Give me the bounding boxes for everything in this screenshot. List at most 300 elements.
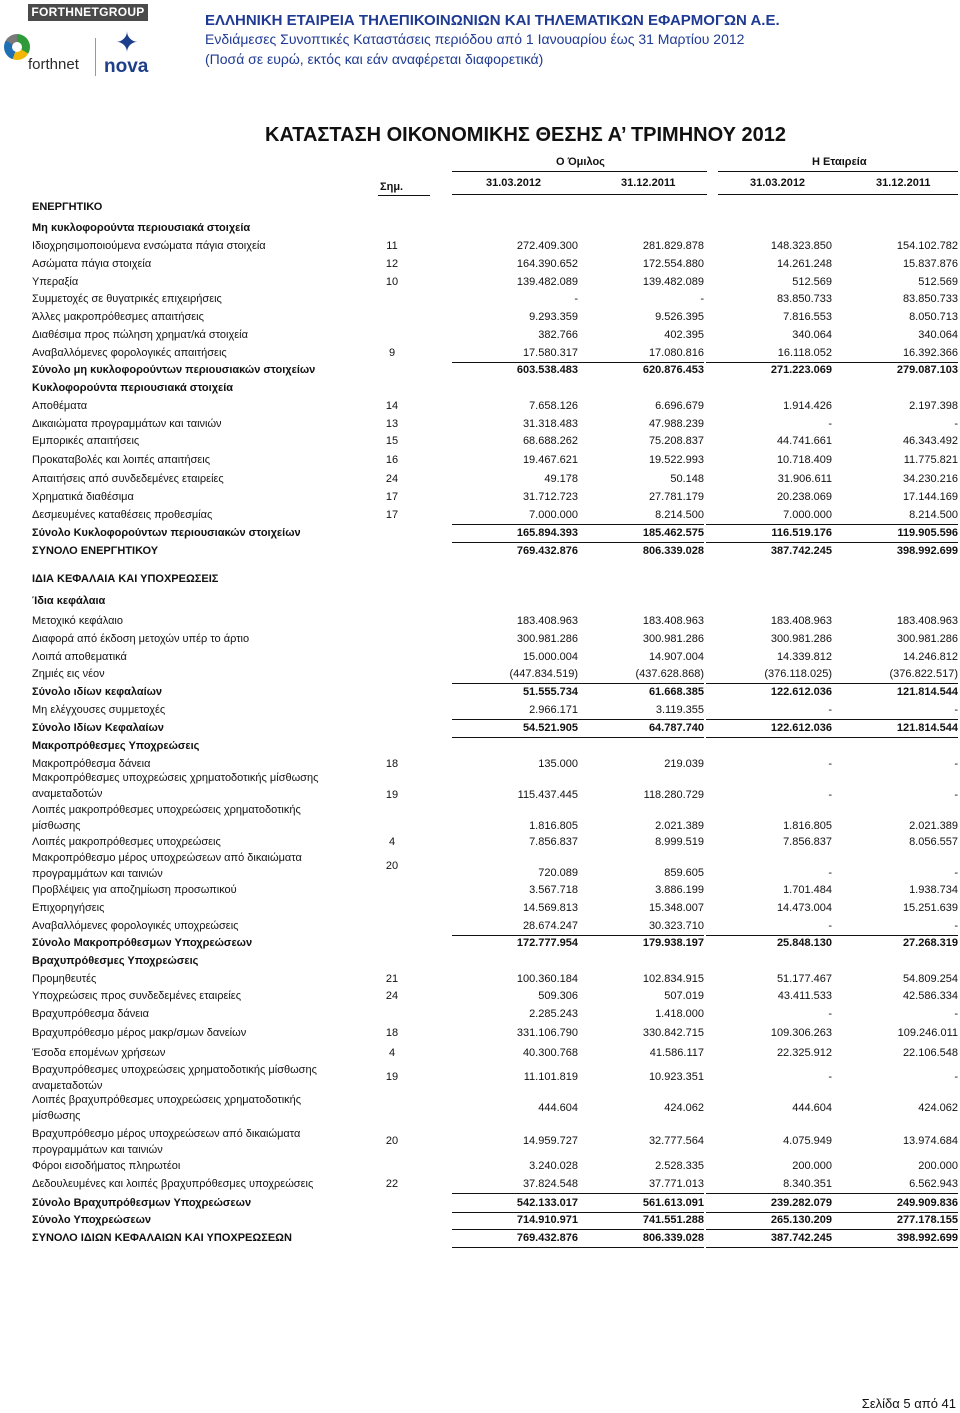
row-note: 4 (388, 1047, 396, 1059)
row-note: 22 (385, 1178, 399, 1190)
table-row (0, 400, 960, 416)
row-value: 1.816.805 (783, 820, 832, 832)
row-value: 165.894.393 (516, 527, 578, 539)
row-label: Βραχυπρόθεσμο μέρος υποχρεώσεων από δικαιώματα (32, 1128, 301, 1140)
row-value: 300.981.286 (896, 633, 958, 645)
row-value: 121.814.544 (896, 722, 958, 734)
row-value: 164.390.652 (516, 258, 578, 270)
row-value: 424.062 (918, 1102, 958, 1114)
row-value: 54.521.905 (522, 722, 578, 734)
table-row (0, 704, 960, 720)
row-value: 387.742.245 (770, 545, 832, 557)
table-row (0, 595, 960, 611)
date-heading-rule-group (452, 194, 707, 195)
row-value: 2.528.335 (655, 1160, 704, 1172)
row-underline (452, 1212, 578, 1213)
row-value: 42.586.334 (902, 990, 958, 1002)
row-value: - (954, 418, 958, 430)
row-label: Αποθέματα (32, 400, 88, 412)
row-label: Σύνολο Βραχυπρόθεσμων Υποχρεώσεων (32, 1197, 252, 1209)
row-value: 32.777.564 (648, 1135, 704, 1147)
row-value: 8.050.713 (909, 311, 958, 323)
row-underline (832, 683, 958, 684)
row-value: - (828, 418, 832, 430)
row-value: 37.824.548 (522, 1178, 578, 1190)
row-value: 331.106.790 (516, 1027, 578, 1039)
table-row (0, 836, 960, 852)
row-value: 179.938.197 (642, 937, 704, 949)
row-underline (578, 524, 704, 525)
row-value: 769.432.876 (516, 1232, 578, 1244)
row-value: 28.674.247 (522, 920, 578, 932)
row-value: - (828, 867, 832, 879)
col-date-4: 31.12.2011 (876, 177, 931, 189)
row-value: 139.482.089 (516, 276, 578, 288)
row-note: 18 (385, 758, 399, 770)
group-column-heading: Ο Όμιλος (556, 156, 605, 168)
row-value: 16.392.366 (902, 347, 958, 359)
row-label: Υποχρεώσεις προς συνδεδεμένες εταιρείες (32, 990, 241, 1002)
row-value: 34.230.216 (902, 473, 958, 485)
group-heading-rule (452, 171, 707, 172)
note-column-heading: Σημ. (380, 181, 404, 193)
row-value: 135.000 (538, 758, 578, 770)
row-value: 806.339.028 (642, 1232, 704, 1244)
row-value: - (828, 789, 832, 801)
row-value: 31.906.611 (777, 473, 832, 485)
row-value: 11.775.821 (903, 454, 958, 466)
row-label: ΣΥΝΟΛΟ ΙΔΙΩΝ ΚΕΦΑΛΑΙΩΝ ΚΑΙ ΥΠΟΧΡΕΩΣΕΩΝ (32, 1232, 292, 1244)
row-value: 200.000 (792, 1160, 832, 1172)
row-value: - (574, 293, 578, 305)
row-value: 27.781.179 (648, 491, 704, 503)
row-value: - (954, 867, 958, 879)
row-value: 122.612.036 (770, 686, 832, 698)
row-value: 148.323.850 (770, 240, 832, 252)
row-label: Χρηματικά διαθέσιμα (32, 491, 134, 503)
row-label: Σύνολο Υποχρεώσεων (32, 1214, 151, 1226)
row-value: 51.555.734 (522, 686, 578, 698)
row-value: 183.408.963 (516, 615, 578, 627)
row-label-continued: αναμεταδοτών (32, 788, 103, 800)
row-label: Μακροπρόθεσμα δάνεια (32, 758, 151, 770)
row-underline (706, 524, 832, 525)
row-label: Υπεραξία (32, 276, 79, 288)
row-value: (376.118.025) (764, 668, 832, 680)
row-value: 512.569 (918, 276, 958, 288)
row-value: 61.668.385 (648, 686, 704, 698)
table-row (0, 852, 960, 880)
row-underline (452, 524, 578, 525)
row-value: 172.777.954 (516, 937, 578, 949)
company-heading-rule (718, 171, 958, 172)
row-value: 398.992.699 (896, 1232, 958, 1244)
row-label: Εμπορικές απαιτήσεις (32, 435, 140, 447)
statement-title: ΚΑΤΑΣΤΑΣΗ ΟΙΚΟΝΟΜΙΚΗΣ ΘΕΣΗΣ Α’ ΤΡΙΜΗΝΟΥ 2012 (265, 124, 786, 146)
row-value: 271.223.069 (770, 364, 832, 376)
row-note: 15 (385, 435, 399, 447)
row-value: 15.837.876 (902, 258, 958, 270)
row-value: 17.144.169 (902, 491, 958, 503)
row-value: 9.293.359 (529, 311, 578, 323)
row-value: 444.604 (792, 1102, 832, 1114)
row-label: ΕΝΕΡΓΗΤΙΚΟ (32, 201, 103, 213)
row-value: 44.741.661 (776, 435, 832, 447)
row-value: 769.432.876 (516, 545, 578, 557)
row-underline (452, 1247, 578, 1248)
row-value: - (954, 1008, 958, 1020)
row-label: Ίδια κεφάλαια (32, 595, 106, 607)
row-label: ΙΔΙΑ ΚΕΦΑΛΑΙΑ ΚΑΙ ΥΠΟΧΡΕΩΣΕΙΣ (32, 573, 219, 585)
table-row (0, 293, 960, 309)
row-label: Ζημιές εις νέον (32, 668, 105, 680)
row-value: 27.268.319 (902, 937, 958, 949)
row-value: 620.876.453 (642, 364, 704, 376)
row-value: 4.075.949 (783, 1135, 832, 1147)
row-label: Μετοχικό κεφάλαιο (32, 615, 123, 627)
table-row (0, 509, 960, 525)
row-label-continued: αναμεταδοτών (32, 1080, 103, 1092)
table-row (0, 668, 960, 684)
row-underline (578, 1193, 704, 1194)
currency-note: (Ποσά σε ευρώ, εκτός και εάν αναφέρεται διαφορετικά) (205, 51, 544, 67)
row-value: 265.130.209 (770, 1214, 832, 1226)
row-label: Βραχυπρόθεσμες υποχρεώσεις χρηματοδοτικής μίσθωσης (32, 1064, 317, 1076)
row-underline (706, 719, 832, 720)
row-value: 183.408.963 (770, 615, 832, 627)
table-row (0, 1214, 960, 1230)
row-value: - (954, 1071, 958, 1083)
row-value: 2.966.171 (529, 704, 578, 716)
row-underline (706, 1247, 832, 1248)
row-value: 139.482.089 (642, 276, 704, 288)
row-value: 402.395 (664, 329, 704, 341)
row-value: 109.246.011 (897, 1027, 958, 1039)
row-value: 116.519.176 (771, 527, 832, 539)
row-value: 119.905.596 (897, 527, 958, 539)
row-note: 11 (386, 240, 398, 252)
row-label: Μακροπρόθεσμες Υποχρεώσεις (32, 740, 200, 752)
row-value: 10.923.351 (648, 1071, 704, 1083)
row-value: 398.992.699 (896, 545, 958, 557)
row-value: 16.118.052 (777, 347, 832, 359)
row-note: 17 (385, 491, 399, 503)
table-row (0, 722, 960, 738)
row-value: 300.981.286 (516, 633, 578, 645)
row-label: Προμηθευτές (32, 973, 97, 985)
row-value: 118.280.729 (643, 789, 704, 801)
row-value: 219.039 (664, 758, 704, 770)
nova-logo-icon: ✦ (115, 27, 139, 58)
col-date-3: 31.03.2012 (750, 177, 806, 189)
row-underline (452, 737, 578, 738)
row-note: 18 (385, 1027, 399, 1039)
table-row (0, 1197, 960, 1213)
table-row (0, 454, 960, 470)
table-row (0, 902, 960, 918)
row-value: 11.101.819 (523, 1071, 578, 1083)
row-value: - (700, 293, 704, 305)
table-row (0, 1232, 960, 1248)
row-value: 7.658.126 (529, 400, 578, 412)
row-label-continued: προγραμμάτων και ταινιών (32, 1144, 163, 1156)
table-row (0, 201, 960, 217)
row-label: Συμμετοχές σε θυγατρικές επιχειρήσεις (32, 293, 222, 305)
row-value: 172.554.880 (642, 258, 704, 270)
row-value: 31.712.723 (522, 491, 578, 503)
row-value: 30.323.710 (648, 920, 704, 932)
date-heading-rule-company (718, 194, 958, 195)
row-value: 22.325.912 (776, 1047, 832, 1059)
row-value: 2.285.243 (529, 1008, 578, 1020)
table-row (0, 633, 960, 649)
row-underline (706, 1193, 832, 1194)
table-row (0, 1027, 960, 1043)
row-underline (832, 1229, 958, 1230)
row-value: 741.551.288 (642, 1214, 704, 1226)
row-label: Σύνολο Κυκλοφορούντων περιουσιακών στοιχείων (32, 527, 301, 539)
row-value: 14.339.812 (776, 651, 832, 663)
table-row (0, 491, 960, 507)
row-value: 382.766 (538, 329, 578, 341)
table-row (0, 364, 960, 380)
table-row (0, 686, 960, 702)
row-value: (437.628.868) (635, 668, 704, 680)
row-underline (832, 1193, 958, 1194)
row-underline (578, 362, 704, 363)
row-label: Διαθέσιμα προς πώληση χρηματ/κά στοιχεία (32, 329, 248, 341)
row-value: 122.612.036 (770, 722, 832, 734)
row-value: 68.688.262 (522, 435, 578, 447)
row-value: 83.850.733 (902, 293, 958, 305)
row-value: 14.959.727 (522, 1135, 578, 1147)
row-label: Προβλέψεις για αποζημίωση προσωπικού (32, 884, 237, 896)
row-value: 2.197.398 (909, 400, 958, 412)
report-period: Ενδιάμεσες Συνοπτικές Καταστάσεις περιόδου από 1 Ιανουαρίου έως 31 Μαρτίου 2012 (205, 31, 745, 47)
page-header (0, 0, 960, 80)
row-note: 4 (388, 836, 396, 848)
row-value: 121.814.544 (896, 686, 958, 698)
row-value: 43.411.533 (777, 990, 832, 1002)
row-value: 603.538.483 (516, 364, 578, 376)
row-note: 24 (385, 473, 399, 485)
row-label-continued: προγραμμάτων και ταινιών (32, 868, 163, 880)
row-value: 83.850.733 (776, 293, 832, 305)
table-row (0, 329, 960, 345)
row-value: 3.567.718 (529, 884, 578, 896)
row-label-continued: μίσθωσης (32, 820, 81, 832)
row-value: 10.718.409 (776, 454, 832, 466)
row-value: - (828, 1071, 832, 1083)
row-note: 14 (385, 400, 399, 412)
row-label: Έσοδα επομένων χρήσεων (32, 1047, 166, 1059)
row-underline (578, 1212, 704, 1213)
row-value: 561.613.091 (642, 1197, 704, 1209)
row-value: 1.914.426 (783, 400, 832, 412)
row-value: 720.089 (538, 867, 578, 879)
row-value: 387.742.245 (770, 1232, 832, 1244)
row-underline (706, 737, 832, 738)
table-row (0, 418, 960, 434)
row-label: Επιχορηγήσεις (32, 902, 105, 914)
row-underline (832, 362, 958, 363)
row-value: 424.062 (664, 1102, 704, 1114)
row-underline (452, 1193, 578, 1194)
table-row (0, 435, 960, 451)
row-value: 7.000.000 (529, 509, 578, 521)
table-row (0, 937, 960, 953)
table-row (0, 772, 960, 801)
row-value: 512.569 (792, 276, 832, 288)
row-value: 17.580.317 (522, 347, 578, 359)
row-value: 47.988.239 (648, 418, 704, 430)
row-value: 64.787.740 (648, 722, 704, 734)
row-value: 1.938.734 (909, 884, 958, 896)
row-value: 542.133.017 (516, 1197, 578, 1209)
row-value: 15.348.007 (648, 902, 704, 914)
row-value: 277.178.155 (896, 1214, 958, 1226)
row-value: 3.240.028 (529, 1160, 578, 1172)
row-value: 115.437.445 (517, 789, 578, 801)
table-row (0, 1008, 960, 1024)
row-label: Απαιτήσεις από συνδεδεμένες εταιρείες (32, 473, 224, 485)
row-value: 15.000.004 (522, 651, 578, 663)
row-value: 17.080.816 (648, 347, 704, 359)
row-note: 19 (385, 1071, 399, 1083)
row-note: 16 (385, 454, 399, 466)
row-underline (706, 362, 832, 363)
row-underline (706, 935, 832, 936)
nova-logo-text: nova (104, 56, 149, 77)
row-value: 20.238.069 (776, 491, 832, 503)
row-value: 25.848.130 (776, 937, 832, 949)
row-value: 300.981.286 (770, 633, 832, 645)
row-value: - (828, 704, 832, 716)
row-value: - (954, 920, 958, 932)
row-value: 9.526.395 (655, 311, 704, 323)
row-underline (452, 1229, 578, 1230)
row-value: - (954, 704, 958, 716)
row-value: 272.409.300 (516, 240, 578, 252)
row-value: 19.522.993 (648, 454, 704, 466)
row-value: 281.829.878 (642, 240, 704, 252)
row-label: Λοιπές μακροπρόθεσμες υποχρεώσεις χρηματοδοτικής (32, 804, 301, 816)
row-note: 17 (385, 509, 399, 521)
table-row (0, 884, 960, 900)
table-row (0, 920, 960, 936)
row-underline (578, 1229, 704, 1230)
row-value: 444.604 (538, 1102, 578, 1114)
row-value: 51.177.467 (776, 973, 832, 985)
row-value: 7.856.837 (529, 836, 578, 848)
row-underline (578, 737, 704, 738)
row-value: 3.119.355 (655, 704, 704, 716)
row-value: 183.408.963 (896, 615, 958, 627)
row-underline (832, 719, 958, 720)
row-value: 200.000 (918, 1160, 958, 1172)
table-row (0, 473, 960, 489)
row-underline (578, 542, 704, 543)
table-row (0, 615, 960, 631)
row-label: Σύνολο Μακροπρόθεσμων Υποχρεώσεων (32, 937, 253, 949)
row-value: 109.306.263 (770, 1027, 832, 1039)
row-note: 20 (385, 860, 399, 872)
row-value: 8.214.500 (909, 509, 958, 521)
company-name: ΕΛΛΗΝΙΚΗ ΕΤΑΙΡΕΙΑ ΤΗΛΕΠΙΚΟΙΝΩΝΙΩΝ ΚΑΙ ΤΗΛΕΜΑΤΙΚΩΝ ΕΦΑΡΜΟΓΩΝ Α.Ε. (205, 12, 780, 29)
table-row (0, 1047, 960, 1063)
table-row (0, 955, 960, 971)
row-underline (578, 719, 704, 720)
row-value: 3.886.199 (655, 884, 704, 896)
row-underline (706, 542, 832, 543)
row-label: Προκαταβολές και λοιπές απαιτήσεις (32, 454, 211, 466)
table-row (0, 311, 960, 327)
row-value: 249.909.836 (896, 1197, 958, 1209)
row-label: Ασώματα πάγια στοιχεία (32, 258, 152, 270)
row-label: Λοιπά αποθεματικά (32, 651, 127, 663)
row-value: 14.569.813 (522, 902, 578, 914)
row-label: Μακροπρόθεσμες υποχρεώσεις χρηματοδοτικής μίσθωσης (32, 772, 319, 784)
row-value: 509.306 (538, 990, 578, 1002)
row-note: 20 (385, 1135, 399, 1147)
table-row (0, 973, 960, 989)
company-column-heading: Η Εταιρεία (812, 156, 867, 168)
row-value: 8.999.519 (655, 836, 704, 848)
row-underline (832, 737, 958, 738)
row-value: 859.605 (664, 867, 704, 879)
row-note: 19 (385, 789, 399, 801)
row-underline (578, 683, 704, 684)
row-label: Σύνολο Ιδίων Κεφαλαίων (32, 722, 164, 734)
row-value: 7.856.837 (783, 836, 832, 848)
forthnet-group-logo: FORTHNETGROUP (28, 4, 148, 21)
table-row (0, 527, 960, 543)
row-value: 8.340.351 (783, 1178, 832, 1190)
row-value: - (828, 1008, 832, 1020)
row-underline (832, 524, 958, 525)
row-value: 75.208.837 (648, 435, 704, 447)
row-underline (832, 1247, 958, 1248)
row-value: 183.408.963 (642, 615, 704, 627)
row-label: Ιδιοχρησιμοποιούμενα ενσώματα πάγια στοιχεία (32, 240, 266, 252)
col-date-2: 31.12.2011 (621, 177, 676, 189)
row-value: 49.178 (544, 473, 578, 485)
row-underline (578, 1247, 704, 1248)
row-underline (706, 683, 832, 684)
row-value: 279.087.103 (896, 364, 958, 376)
row-label: Μακροπρόθεσμο μέρος υποχρεώσεων από δικαιώματα (32, 852, 302, 864)
row-underline (832, 935, 958, 936)
row-note: 13 (385, 418, 399, 430)
row-value: 714.910.971 (516, 1214, 578, 1226)
row-value: 14.473.004 (776, 902, 832, 914)
table-row (0, 990, 960, 1006)
row-value: 31.318.483 (522, 418, 578, 430)
table-row (0, 1178, 960, 1194)
row-label: Μη ελέγχουσες συμμετοχές (32, 704, 166, 716)
row-label: Βραχυπρόθεσμες Υποχρεώσεις (32, 955, 199, 967)
table-row (0, 740, 960, 756)
row-value: 50.148 (670, 473, 704, 485)
row-label: Λοιπές μακροπρόθεσμες υποχρεώσεις (32, 836, 221, 848)
row-label: Σύνολο ιδίων κεφαλαίων (32, 686, 163, 698)
row-note: 21 (385, 973, 399, 985)
row-label: Λοιπές βραχυπρόθεσμες υποχρεώσεις χρηματοδοτικής (32, 1094, 302, 1106)
row-value: 185.462.575 (642, 527, 704, 539)
row-value: 40.300.768 (522, 1047, 578, 1059)
row-value: 7.000.000 (783, 509, 832, 521)
table-row (0, 347, 960, 363)
